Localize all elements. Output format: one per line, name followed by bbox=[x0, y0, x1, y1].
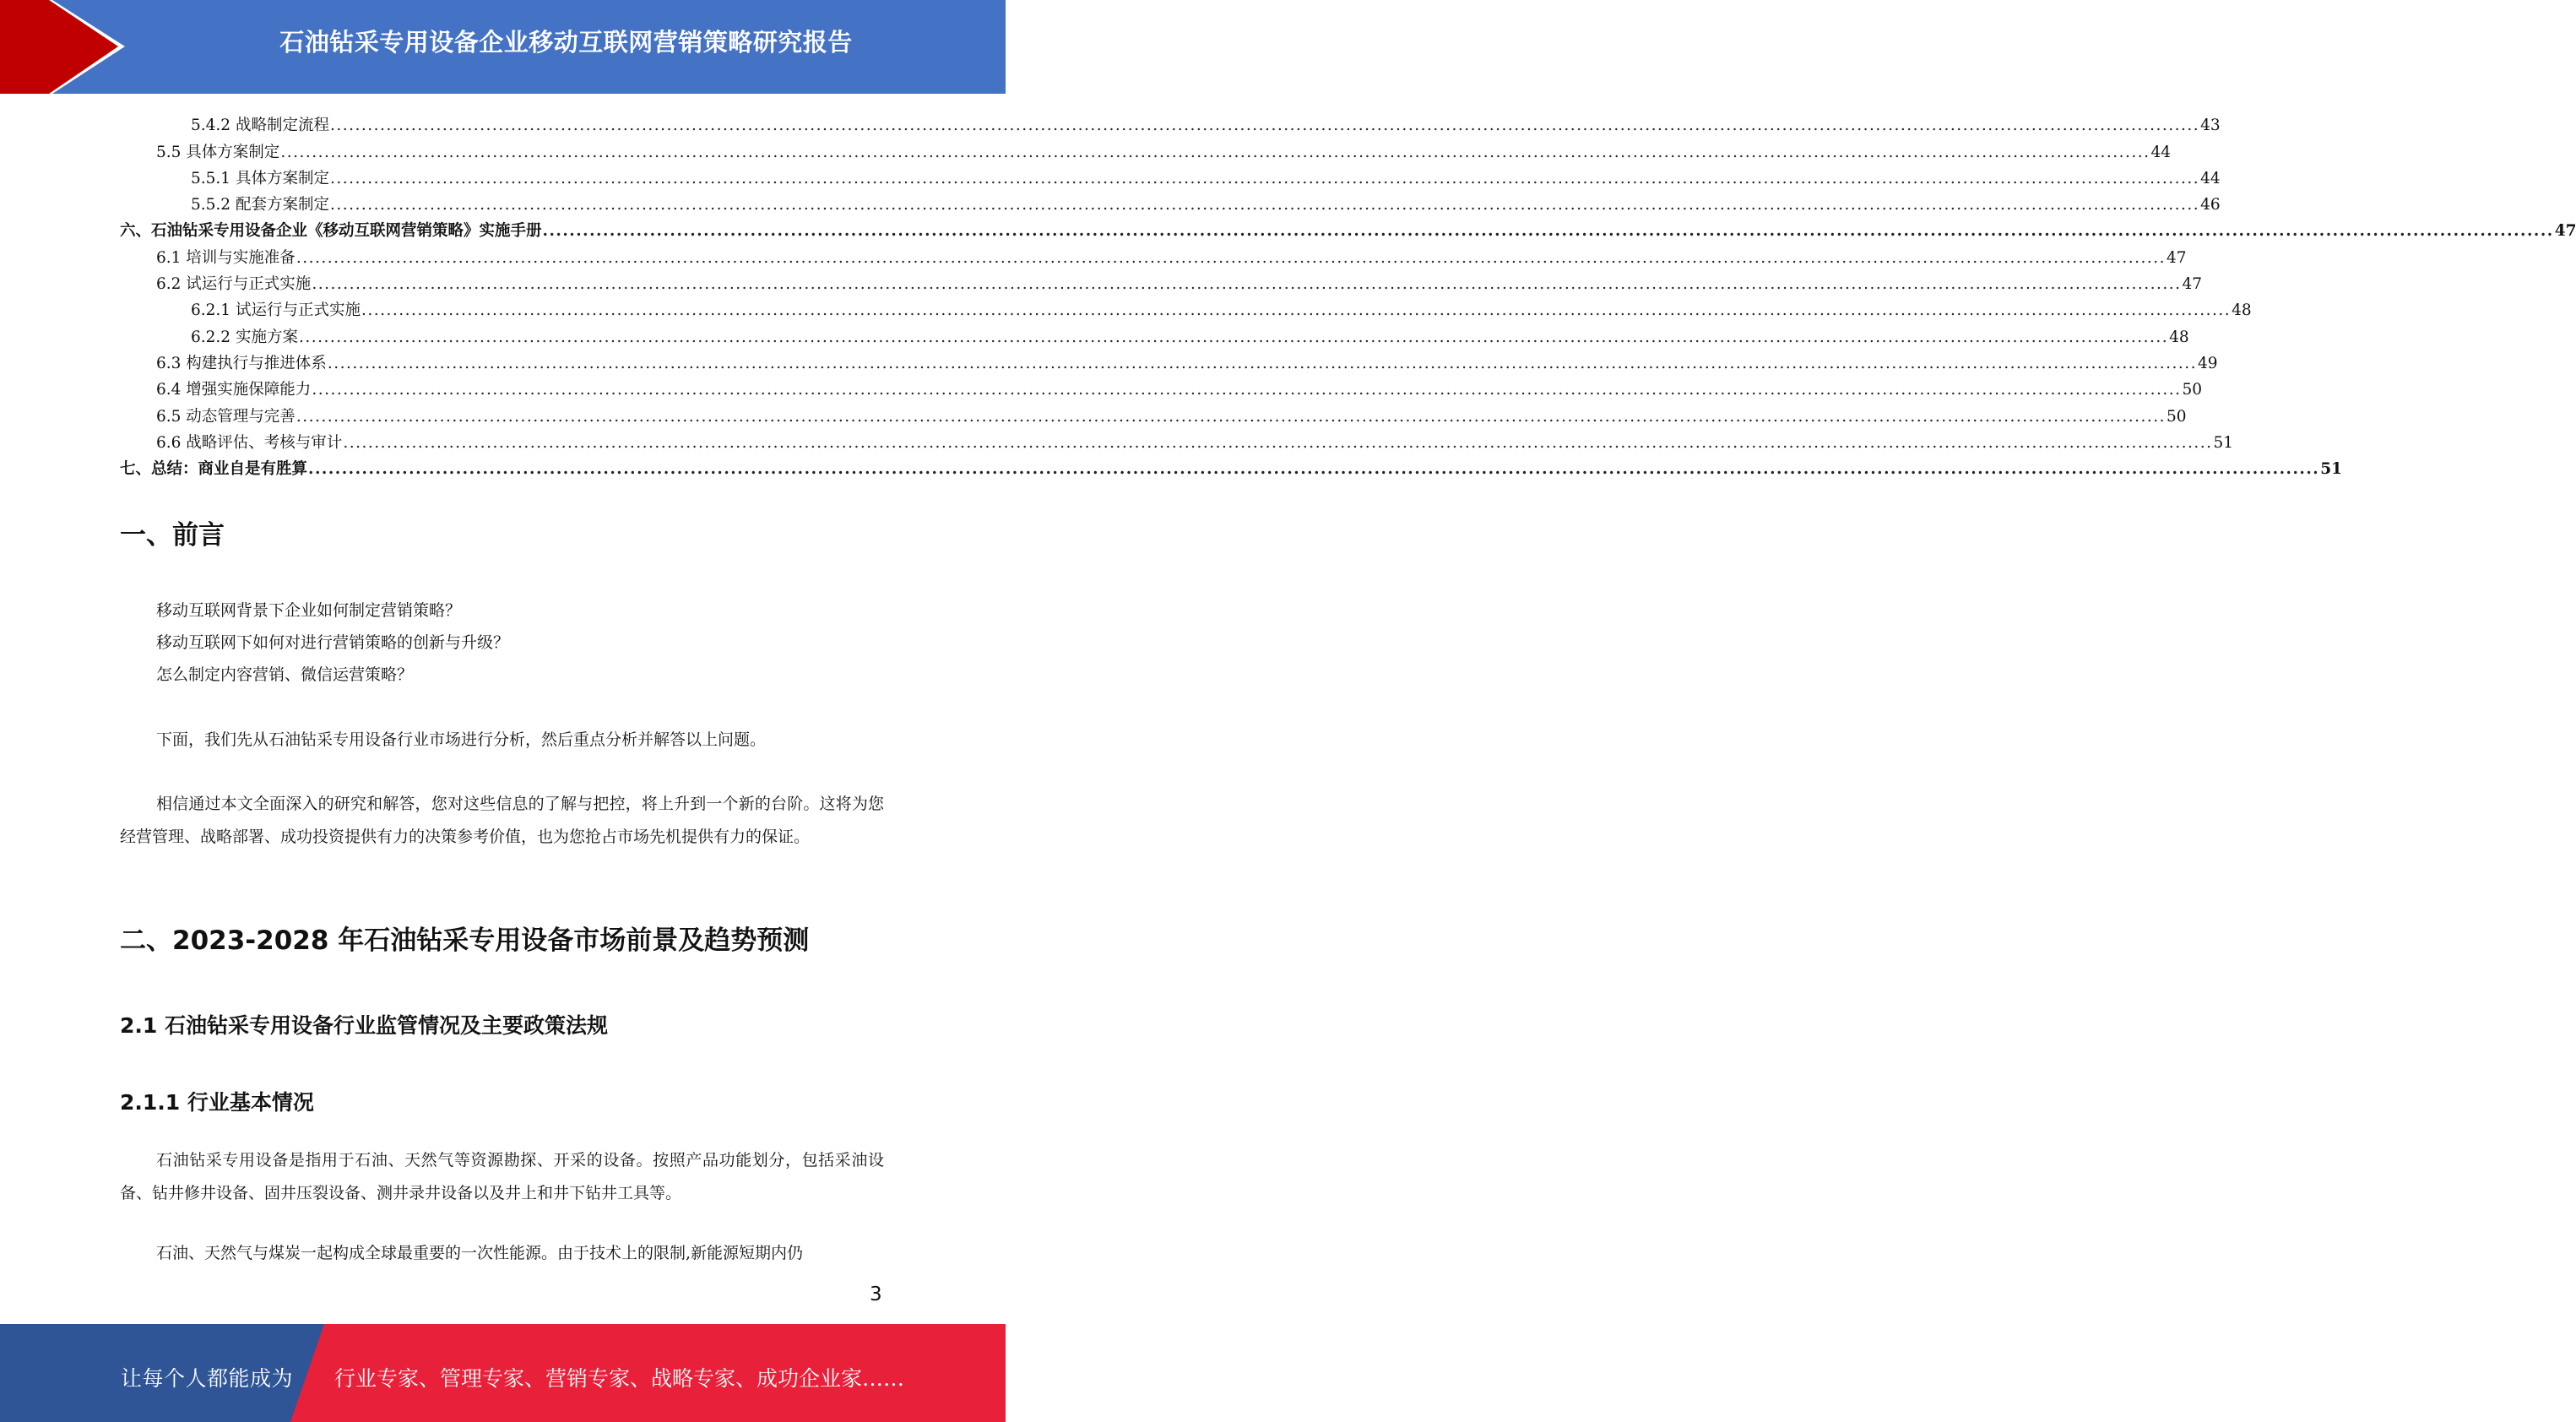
subsection-heading-regulation: 2.1 石油钻采专用设备行业监管情况及主要政策法规 bbox=[120, 1013, 608, 1038]
toc-entry-page: 47 bbox=[2554, 222, 2576, 241]
header-arrow-decoration bbox=[0, 0, 135, 94]
section-heading-market-outlook: 二、2023-2028 年石油钻采专用设备市场前景及趋势预测 bbox=[120, 925, 810, 956]
preface-paragraph-2: 相信通过本文全面深入的研究和解答，您对这些信息的了解与把控，将上升到一个新的台阶。这将为您经营管理、战略部署、成功投资提供有力的决策参考价值，也为您抢占市场先机提供有力的保证。 bbox=[120, 795, 884, 846]
toc-entry-title: 5.5 具体方案制定 bbox=[156, 143, 280, 161]
toc-dot-leader: ............................................................................................................................................................................................................................................................................................................ bbox=[343, 433, 2213, 452]
page-number: 3 bbox=[870, 1284, 882, 1305]
toc-entry-page: 49 bbox=[2198, 354, 2218, 372]
preface-question-3: 怎么制定内容营销、微信运营策略？ bbox=[156, 665, 414, 684]
footer-slogan-left: 让每个人都能成为 bbox=[121, 1366, 294, 1391]
toc-entry[interactable] bbox=[120, 109, 2221, 135]
toc-entry-title: 6.2 试运行与正式实施 bbox=[156, 275, 312, 294]
toc-entry[interactable] bbox=[120, 135, 2172, 161]
industry-paragraph-1: 石油钻采专用设备是指用于石油、天然气等资源勘探、开采的设备。按照产品功能划分，包括采油设备、钻井修井设备、固井压裂设备、测井录井设备以及井上和井下钻井工具等。 bbox=[120, 1151, 884, 1202]
toc-entry[interactable] bbox=[120, 399, 2187, 426]
toc-entry-page: 44 bbox=[2150, 143, 2172, 161]
toc-dot-leader: ............................................................................................................................................................................................................................................................................................................ bbox=[296, 407, 2166, 426]
toc-entry-title: 6.2.2 实施方案 bbox=[191, 328, 298, 346]
toc-entry[interactable] bbox=[120, 162, 2221, 188]
document-title: 石油钻采专用设备企业移动互联网营销策略研究报告 bbox=[279, 28, 853, 57]
toc-entry-page: 44 bbox=[2200, 169, 2221, 187]
toc-entry[interactable] bbox=[120, 294, 2252, 320]
toc-dot-leader: ............................................................................................................................................................................................................................................................................................................ bbox=[312, 275, 2182, 294]
subsubsection-heading-basics: 2.1.1 行业基本情况 bbox=[120, 1090, 314, 1115]
table-of-contents bbox=[120, 109, 2576, 479]
toc-entry-page: 48 bbox=[2232, 301, 2252, 320]
toc-entry[interactable] bbox=[120, 426, 2234, 453]
toc-dot-leader: ............................................................................................................................................................................................................................................................................................................ bbox=[296, 248, 2166, 267]
toc-dot-leader: ............................................................................................................................................................................................................................................................................................................ bbox=[327, 354, 2197, 372]
toc-dot-leader: ............................................................................................................................................................................................................................................................................................................ bbox=[308, 460, 2320, 479]
toc-entry-title: 5.4.2 战略制定流程 bbox=[191, 117, 329, 135]
toc-entry-page: 50 bbox=[2167, 407, 2187, 426]
toc-entry-title: 6.5 动态管理与完善 bbox=[156, 407, 296, 426]
toc-entry-title: 6.1 培训与实施准备 bbox=[156, 248, 296, 267]
preface-question-2: 移动互联网下如何对进行营销策略的创新与升级？ bbox=[156, 633, 510, 652]
toc-dot-leader: ............................................................................................................................................................................................................................................................................................................ bbox=[312, 381, 2182, 399]
toc-entry-page: 43 bbox=[2200, 117, 2221, 135]
preface-paragraph-1: 下面，我们先从石油钻采专用设备行业市场进行分析，然后重点分析并解答以上问题。 bbox=[156, 730, 767, 749]
toc-entry[interactable] bbox=[120, 453, 2342, 479]
toc-entry-title: 5.5.1 具体方案制定 bbox=[191, 169, 329, 187]
footer-slogan-right: 行业专家、管理专家、营销专家、战略专家、成功企业家…… bbox=[334, 1366, 905, 1391]
toc-entry-page: 46 bbox=[2200, 196, 2221, 214]
toc-entry-page: 50 bbox=[2182, 381, 2203, 399]
industry-paragraph-2: 石油、天然气与煤炭一起构成全球最重要的一次性能源。由于技术上的限制,新能源短期内仍 bbox=[156, 1244, 804, 1262]
toc-dot-leader: ............................................................................................................................................................................................................................................................................................................ bbox=[280, 143, 2150, 161]
toc-dot-leader: ............................................................................................................................................................................................................................................................................................................ bbox=[329, 169, 2200, 187]
section-heading-preface: 一、前言 bbox=[120, 520, 225, 551]
toc-dot-leader: ............................................................................................................................................................................................................................................................................................................ bbox=[329, 196, 2200, 214]
toc-entry[interactable] bbox=[120, 241, 2187, 267]
toc-entry-title: 6.6 战略评估、考核与审计 bbox=[156, 433, 343, 452]
toc-entry[interactable] bbox=[120, 188, 2221, 214]
page-footer bbox=[0, 1324, 1006, 1422]
toc-entry-title: 6.4 增强实施保障能力 bbox=[156, 381, 312, 399]
toc-dot-leader: ............................................................................................................................................................................................................................................................................................................ bbox=[298, 328, 2169, 346]
toc-entry-page: 47 bbox=[2167, 248, 2187, 267]
toc-dot-leader: ............................................................................................................................................................................................................................................................................................................ bbox=[329, 117, 2200, 135]
toc-entry-page: 51 bbox=[2213, 433, 2234, 452]
toc-entry-page: 47 bbox=[2182, 275, 2203, 294]
toc-entry-title: 七、总结：商业自是有胜算 bbox=[120, 460, 308, 479]
toc-entry[interactable] bbox=[120, 214, 2576, 241]
toc-entry-title: 6.2.1 试运行与正式实施 bbox=[191, 301, 361, 320]
toc-entry[interactable] bbox=[120, 268, 2203, 294]
toc-entry[interactable] bbox=[120, 347, 2218, 373]
preface-question-1: 移动互联网背景下企业如何制定营销策略？ bbox=[156, 601, 462, 620]
toc-dot-leader: ............................................................................................................................................................................................................................................................................................................ bbox=[361, 301, 2232, 320]
toc-entry-title: 6.3 构建执行与推进体系 bbox=[156, 354, 327, 372]
toc-dot-leader: ............................................................................................................................................................................................................................................................................................................ bbox=[542, 222, 2554, 241]
page-header bbox=[0, 0, 1006, 94]
red-chevron-shape bbox=[0, 0, 118, 94]
toc-entry-page: 48 bbox=[2169, 328, 2189, 346]
toc-entry[interactable] bbox=[120, 320, 2189, 346]
toc-entry[interactable] bbox=[120, 373, 2203, 399]
toc-entry-title: 5.5.2 配套方案制定 bbox=[191, 196, 329, 214]
toc-entry-title: 六、石油钻采专用设备企业《移动互联网营销策略》实施手册 bbox=[120, 222, 542, 241]
toc-entry-page: 51 bbox=[2320, 460, 2342, 479]
